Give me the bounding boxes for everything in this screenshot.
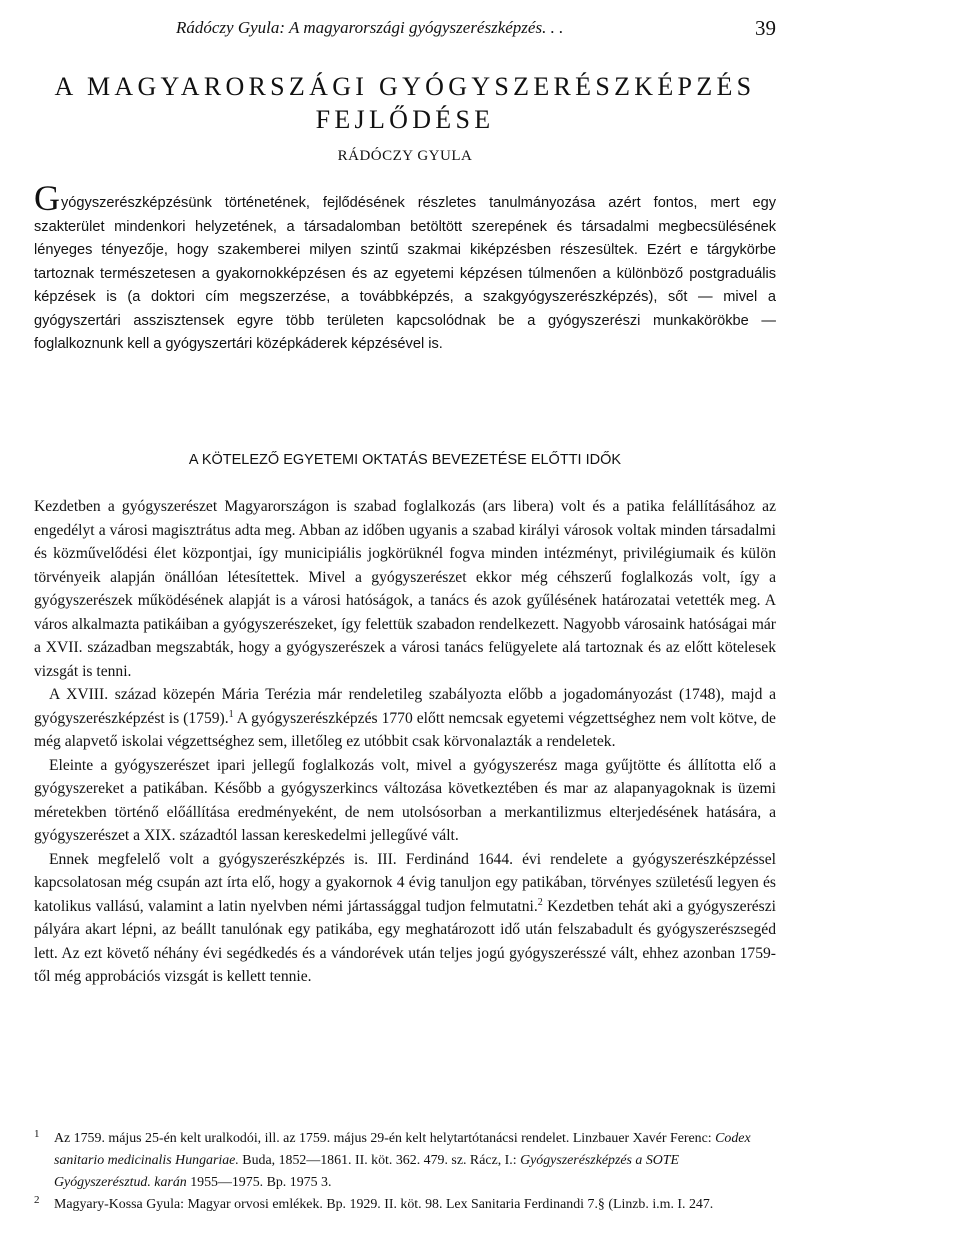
footnote-2-text: Magyary-Kossa Gyula: Magyar orvosi emlékek. Bp. 1929. II. köt. 98. Lex Sanitaria Ferdinandi 7.§ (Linzb. i.m. I. 247. bbox=[54, 1197, 714, 1212]
page-number: 39 bbox=[755, 16, 776, 40]
intro-text: yógyszerészképzésünk történetének, fejlődésének részletes tanulmányozása azért fontos, mert egy szakterület mindenkori helyzetének, a társadalomban betöltött szerepének és társadalmi megbecsülésének lényeges tényezője, hogy szakemberei milyen szintű szakmai kiképzésben részesültek. Ezért e tárgykörbe tartoznak természetesen a gyakornokképzésen és az egyetemi képzésen túlmenően a különböző postgraduális képzések is (a doktori cím megszerzése, a továbbképzés, a szakgyógyszerészképzés), sőt — mivel a gyógyszertári asszisztensek egyre több területen kapcsolódnak be a gyógyszerészi munkakörökbe — foglalkoznunk kell a gyógyszertári középkáderek képzésével is. bbox=[34, 195, 776, 352]
running-title: Rádóczy Gyula: A magyarországi gyógyszerészképzés. . . bbox=[176, 18, 564, 37]
footnote-1-text-b: Buda, 1852—1861. II. köt. 362. 479. sz. Rácz, I.: bbox=[238, 1153, 521, 1168]
footnote-ref-2: 2 bbox=[537, 896, 543, 908]
paragraph-2-text-b: A gyógyszerészképzés 1770 előtt nemcsak egyetemi végzettséghez nem volt kötve, de még alapvető iskolai végzettséghez sem, illetőleg ez utóbbit csak körvonalazták a rendeletek. bbox=[34, 709, 776, 750]
footnote-2 bbox=[34, 1194, 776, 1216]
footnote-1-title-2: Gyógyszerészképzés a SOTE Gyógyszerésztud. karán bbox=[54, 1153, 680, 1190]
body-text bbox=[34, 495, 776, 989]
paragraph-1: Kezdetben a gyógyszerészet Magyarországon is szabad foglalkozás (ars libera) volt és a patika felállításához az engedélyt a városi magisztrátus adta meg. Abban az időben ugyanis a szabad királyi városok voltak minden társadalmi és közművelődési élet központjai, így municipiális jogkörüknél fogva minden intézményt, privilégiumaik és külön törvényeik alapján önállóan létesítettek. Mivel a gyógyszerészet ekkor még céhszerű foglalkozás volt, így a gyógyszerészek működésének alapját is a városi hatóságok, a tanács és azok gyűlésének határozatai vetették meg. A város alkalmazta patikáiban a gyógyszerészeket, így felettük szabadon rendelkezett. Nagyobb városaink hatóságai már a XVII. században megszabták, hogy a gyógyszerészek a városi tanács felügyelete alá tartoznak és az előtt kötelesek vizsgát is tenni. bbox=[34, 498, 776, 680]
footnote-1-text-c: 1955—1975. Bp. 1975 3. bbox=[186, 1175, 332, 1190]
footnote-ref-1: 1 bbox=[228, 708, 234, 720]
paragraph-4-text-b: Kezdetben tehát aki a gyógyszerészi pályára akart lépni, az beállt tanulónak egy patikába, egy meghatározott idő után felszabadult és gyógyszerészsegéd lett. Az ezt követő néhány évi segédkedés és a vándorévek után teljes jogú gyógyszerésszé vált, ehhez azonban 1759-től még approbációs vizsgát is kellett tennie. bbox=[34, 897, 777, 985]
author-name: RÁDÓCZY GYULA bbox=[337, 148, 473, 164]
footnote-1-text-a: Az 1759. május 25-én kelt uralkodói, ill. az 1759. május 29-én kelt helytartótanácsi rendelet. Linzbauer Xavér Ferenc: bbox=[54, 1131, 716, 1146]
paragraph-2-text-a: A XVIII. század közepén Mária Terézia már rendeletileg szabályozta előbb a jogadományozást (1748), majd a gyógyszerészképzést is (1759). bbox=[34, 686, 776, 727]
paragraph-4 bbox=[34, 848, 776, 989]
footnote-1 bbox=[34, 1128, 776, 1194]
footnotes bbox=[34, 1128, 776, 1216]
paragraph-2 bbox=[34, 683, 776, 754]
paragraph-3: Eleinte a gyógyszerészet ipari jellegű foglalkozás volt, mivel a gyógyszerész maga gyűjtötte és állította elő a gyógyszereket a patikában. Később a gyógyszerkincs változása következtében és mar az alapanyagoknak is üzemi méretekben történő előállítása eredményeként, de nem utolsósorban a merkantilizmus elterjedésének hatására, a gyógyszerészet a XIX. századtól lassan kereskedelmi jellegűvé vált. bbox=[34, 756, 776, 844]
paragraph-4-text-a: Ennek megfelelő volt a gyógyszerészképzés is. III. Ferdinánd 1644. évi rendelete a gyógyszerészképzéssel kapcsolatosan még csupán azt írta elő, hogy a gyakornok 4 évig tanuljon egy patikában, törvényes születésű legyen és katolikus vallású, valamint a latin nyelvben némi jártassággal tudjon felmutatni. bbox=[34, 850, 776, 915]
title-line-2: FEJLŐDÉSE bbox=[315, 105, 495, 134]
footnote-1-number: 1 bbox=[34, 1128, 40, 1140]
drop-cap: G bbox=[34, 178, 60, 218]
title-line-1: A MAGYARORSZÁGI GYÓGYSZERÉSZKÉPZÉS bbox=[54, 72, 756, 101]
page-header bbox=[34, 18, 776, 46]
article-title bbox=[34, 70, 776, 136]
footnote-1-title-1: Codex sanitario medicinalis Hungariae. bbox=[54, 1131, 751, 1168]
footnote-2-number: 2 bbox=[34, 1194, 40, 1206]
section-heading: A KÖTELEZŐ EGYETEMI OKTATÁS BEVEZETÉSE ELŐTTI IDŐK bbox=[188, 452, 622, 468]
intro-paragraph bbox=[34, 178, 776, 357]
